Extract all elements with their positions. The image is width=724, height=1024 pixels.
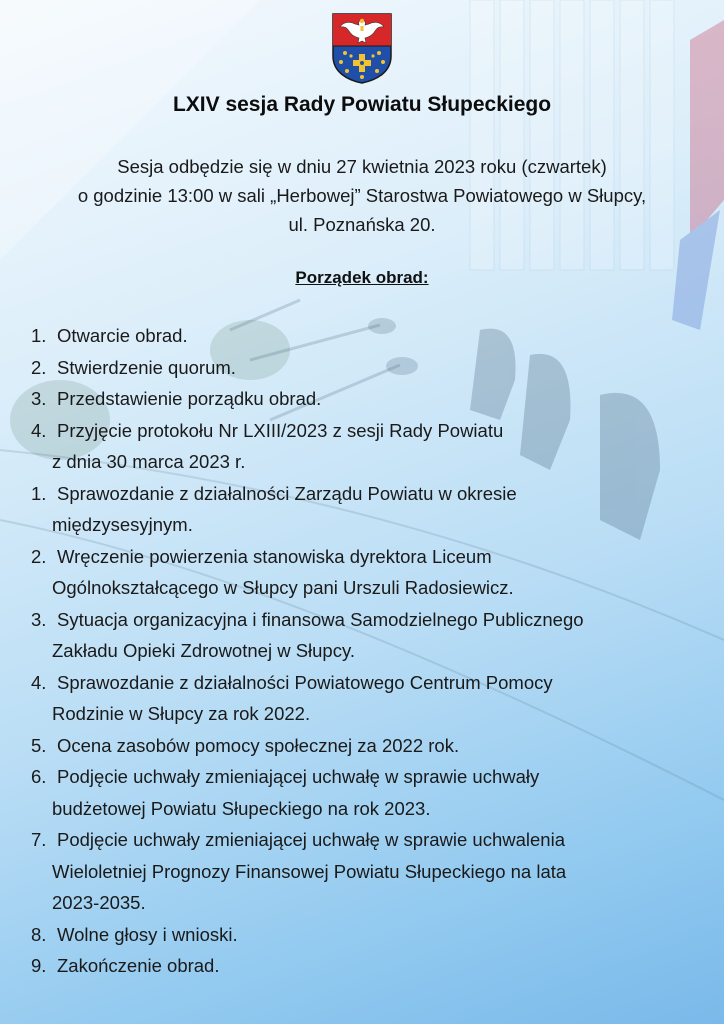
agenda-item	[31, 352, 711, 384]
agenda-item-line: Podjęcie uchwały zmieniającej uchwałę w sprawie uchwały	[57, 766, 540, 787]
agenda-item-line: Podjęcie uchwały zmieniającej uchwałę w sprawie uchwalenia	[57, 829, 565, 850]
agenda-item-number: 8.	[31, 923, 47, 945]
session-time-place-line: o godzinie 13:00 w sali „Herbowej” Starostwa Powiatowego w Słupcy,	[77, 185, 647, 206]
agenda-item	[31, 604, 711, 667]
agenda-item-line: Rodzinie w Słupcy za rok 2022.	[52, 703, 311, 724]
agenda-item-number: 9.	[31, 955, 47, 976]
agenda-item-line: Wieloletniej Prognozy Finansowej Powiatu Słupeckiego na lata	[52, 860, 567, 882]
agenda-item-text	[57, 919, 711, 951]
agenda-item-line: Wolne głosy i wnioski.	[57, 923, 238, 945]
agenda-item	[31, 761, 711, 824]
agenda-item-line: Przyjęcie protokołu Nr LXIII/2023 z sesji Rady Powiatu	[57, 419, 504, 441]
agenda-item-number: 2.	[31, 356, 47, 378]
agenda-item-line: Stwierdzenie quorum.	[57, 356, 236, 378]
county-coat-of-arms-icon	[331, 12, 393, 84]
agenda-item-line: Sytuacja organizacyjna i finansowa Samodzielnego Publicznego	[57, 608, 584, 630]
agenda-item-text	[52, 761, 711, 824]
agenda-item-line: Zakończenie obrad.	[57, 955, 220, 976]
agenda-item-number: 4.	[31, 671, 47, 693]
agenda-item-text	[52, 824, 711, 919]
agenda-item-line: Zakładu Opieki Zdrowotnej w Słupcy.	[52, 640, 355, 661]
agenda-item-text	[52, 604, 711, 667]
agenda-item	[31, 320, 711, 352]
agenda-item	[31, 415, 711, 478]
agenda-item-line: Przedstawienie porządku obrad.	[57, 388, 322, 409]
agenda-item	[31, 383, 711, 415]
agenda-item-text	[52, 415, 711, 478]
agenda-item-number: 4.	[31, 419, 47, 441]
agenda-item-number: 5.	[31, 734, 47, 756]
agenda-item-text	[57, 383, 711, 415]
agenda-item-line: Sprawozdanie z działalności Zarządu Powiatu w okresie	[57, 482, 517, 504]
agenda-item-number: 7.	[31, 829, 47, 850]
agenda-item	[31, 730, 711, 762]
agenda-item-text	[52, 478, 711, 541]
agenda-item-text	[52, 541, 711, 604]
agenda-item-line: budżetowej Powiatu Słupeckiego na rok 2023.	[52, 797, 431, 819]
agenda-item-number: 3.	[31, 608, 47, 630]
agenda-item	[31, 541, 711, 604]
agenda-item-line: z dnia 30 marca 2023 r.	[52, 451, 246, 472]
agenda-item-number: 3.	[31, 388, 47, 409]
agenda-item	[31, 478, 711, 541]
agenda-item-line: Ocena zasobów pomocy społecznej za 2022 rok.	[57, 734, 460, 756]
agenda-item-text	[57, 320, 711, 352]
agenda-item-text	[57, 352, 711, 384]
agenda-list	[31, 320, 711, 982]
agenda-item-text	[57, 730, 711, 762]
agenda-item	[31, 667, 711, 730]
agenda-item	[31, 824, 711, 919]
session-details	[0, 152, 724, 239]
agenda-item-line: Wręczenie powierzenia stanowiska dyrektora Liceum	[57, 545, 492, 567]
session-date-line: Sesja odbędzie się w dniu 27 kwietnia 2023 roku (czwartek)	[117, 156, 607, 177]
agenda-item-line: Otwarcie obrad.	[57, 325, 188, 346]
agenda-item-line: Ogólnokształcącego w Słupcy pani Urszuli Radosiewicz.	[52, 577, 514, 598]
agenda-item-number: 1.	[31, 482, 47, 504]
agenda-item	[31, 950, 711, 982]
agenda-item-number: 1.	[31, 325, 47, 346]
session-address-line: ul. Poznańska 20.	[288, 214, 436, 235]
agenda-item-text	[52, 667, 711, 730]
agenda-item	[31, 919, 711, 951]
agenda-item-number: 2.	[31, 545, 47, 567]
agenda-item-number: 6.	[31, 766, 47, 787]
agenda-item-line: Sprawozdanie z działalności Powiatowego Centrum Pomocy	[57, 671, 553, 693]
agenda-item-line: 2023-2035.	[52, 892, 146, 913]
agenda-heading: Porządek obrad:	[295, 268, 429, 287]
agenda-item-line: międzysesyjnym.	[52, 514, 193, 535]
agenda-item-text	[57, 950, 711, 982]
session-title: LXIV sesja Rady Powiatu Słupeckiego	[172, 93, 552, 116]
